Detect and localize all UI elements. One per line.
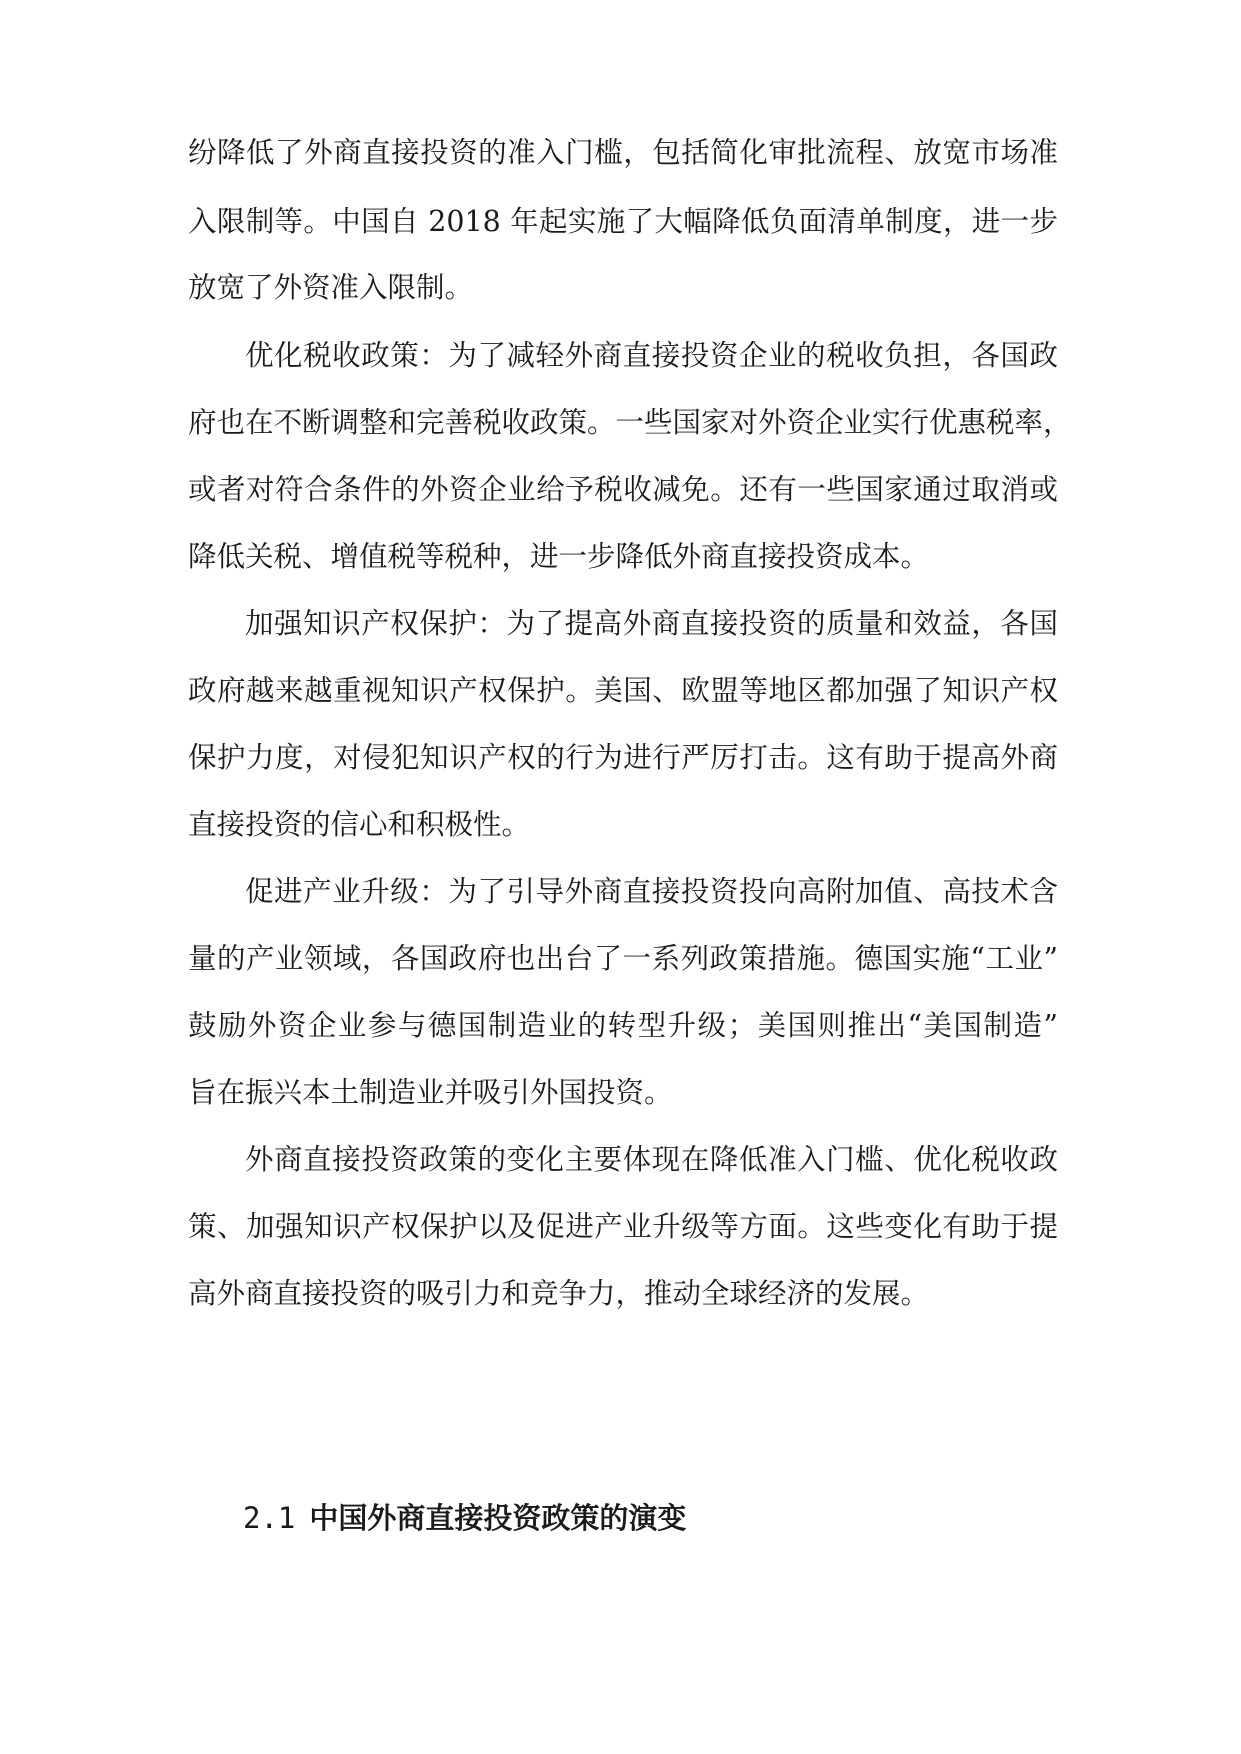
section-number: 2.1 bbox=[243, 1501, 296, 1535]
text-line: 优化税收政策：为了减轻外商直接投资企业的税收负担，各国政 bbox=[245, 339, 1058, 372]
text-line: 入限制等。中国自 2018 年起实施了大幅降低负面清单制度，进一步 bbox=[188, 205, 1058, 238]
text-line: 保护力度，对侵犯知识产权的行为进行严厉打击。这有助于提高外商 bbox=[188, 741, 1058, 774]
text-line: 高外商直接投资的吸引力和竞争力，推动全球经济的发展。 bbox=[188, 1277, 930, 1310]
text-line: 鼓励外资企业参与德国制造业的转型升级；美国则推出“美国制造” bbox=[188, 1009, 1058, 1042]
text-line: 促进产业升级：为了引导外商直接投资投向高附加值、高技术含 bbox=[245, 875, 1058, 908]
text-line: 外商直接投资政策的变化主要体现在降低准入门槛、优化税收政 bbox=[245, 1143, 1058, 1176]
text-line: 政府越来越重视知识产权保护。美国、欧盟等地区都加强了知识产权 bbox=[188, 674, 1058, 707]
text-line: 旨在振兴本土制造业并吸引外国投资。 bbox=[188, 1076, 673, 1109]
text-line: 降低关税、增值税等税种，进一步降低外商直接投资成本。 bbox=[188, 540, 930, 573]
text-line: 加强知识产权保护：为了提高外商直接投资的质量和效益，各国 bbox=[245, 607, 1058, 640]
section-heading bbox=[243, 1496, 686, 1540]
text-line: 府也在不断调整和完善税收政策。一些国家对外资企业实行优惠税率， bbox=[188, 406, 1072, 439]
text-line: 直接投资的信心和积极性。 bbox=[188, 808, 531, 841]
section-title: 中国外商直接投资政策的演变 bbox=[309, 1501, 687, 1535]
text-line: 量的产业领域，各国政府也出台了一系列政策措施。德国实施“工业” bbox=[188, 942, 1058, 975]
text-line: 纷降低了外商直接投资的准入门槛，包括简化审批流程、放宽市场准 bbox=[188, 136, 1058, 169]
text-line: 放宽了外资准入限制。 bbox=[188, 271, 474, 304]
text-line: 或者对符合条件的外资企业给予税收减免。还有一些国家通过取消或 bbox=[188, 473, 1058, 506]
text-line: 策、加强知识产权保护以及促进产业升级等方面。这些变化有助于提 bbox=[188, 1210, 1058, 1243]
